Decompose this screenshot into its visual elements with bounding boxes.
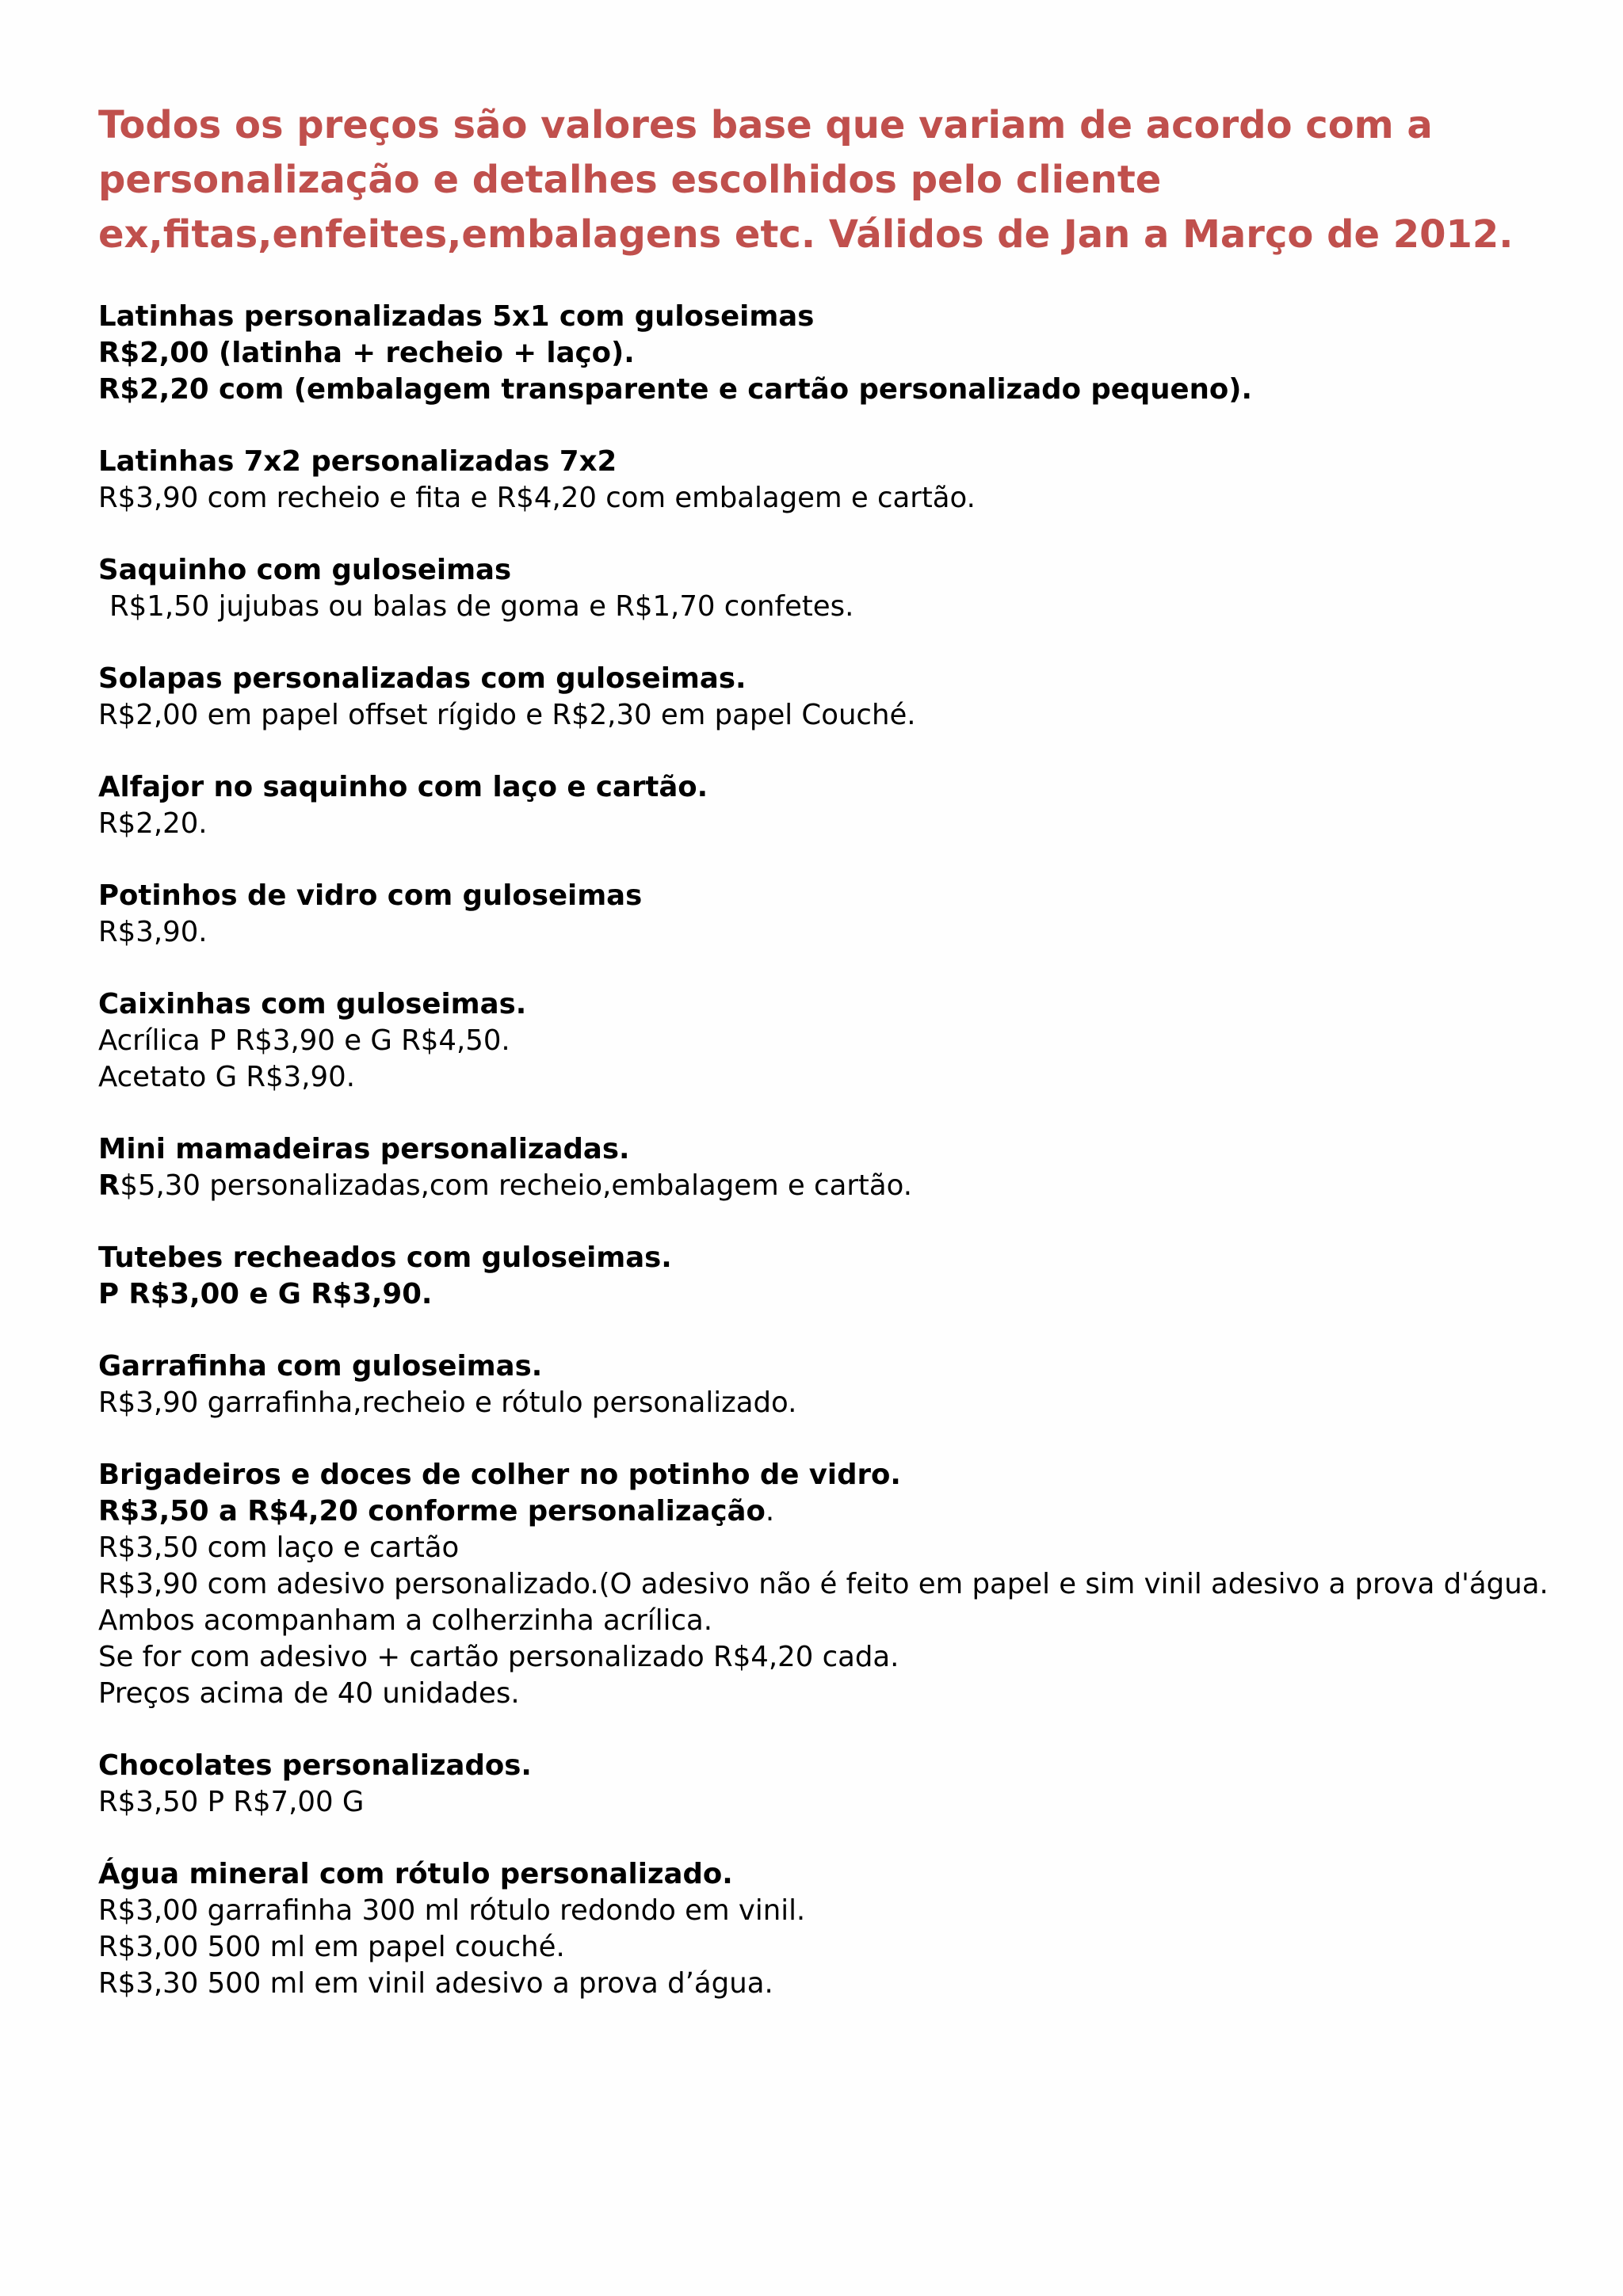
section-agua-mineral <box>98 1856 1556 2002</box>
header-line: ex,fitas,enfeites,embalagens etc. Válidos de Jan a Março de 2012. <box>98 212 1514 257</box>
price-line: Se for com adesivo + cartão personalizado R$4,20 cada. <box>98 1641 899 1673</box>
section-title: Caixinhas com guloseimas. <box>98 988 527 1020</box>
price-line: R$3,90 com adesivo personalizado.(O adesivo não é feito em papel e sim vinil adesivo a prova d'água. <box>98 1568 1549 1600</box>
section-title: Potinhos de vidro com guloseimas <box>98 879 643 912</box>
price-line-bold: R$3,50 a R$4,20 conforme personalização <box>98 1495 766 1527</box>
section-title: Latinhas personalizadas 5x1 com guloseimas <box>98 300 815 333</box>
note-line: Ambos acompanham a colherzinha acrílica. <box>98 1604 713 1637</box>
section-title: Mini mamadeiras personalizadas. <box>98 1133 630 1165</box>
section-garrafinha <box>98 1348 1556 1421</box>
price-line-normal: . <box>765 1495 775 1527</box>
price-line: R$2,00 (latinha + recheio + laço). <box>98 337 635 369</box>
section-title: Água mineral com rótulo personalizado. <box>98 1858 733 1890</box>
price-line: R$3,90 com recheio e fita e R$4,20 com embalagem e cartão. <box>98 482 976 514</box>
section-mini-mamadeiras <box>98 1131 1556 1204</box>
price-line: R$3,30 500 ml em vinil adesivo a prova d’água. <box>98 1967 773 2000</box>
price-list-document <box>98 98 1556 2038</box>
price-line <box>98 1493 1556 1530</box>
section-title: Saquinho com guloseimas <box>98 554 512 586</box>
section-title: Tutebes recheados com guloseimas. <box>98 1241 672 1274</box>
price-line: R$2,20. <box>98 807 208 840</box>
section-brigadeiros <box>98 1457 1556 1712</box>
section-title: Garrafinha com guloseimas. <box>98 1350 543 1383</box>
header-line: Todos os preços são valores base que variam de acordo com a <box>98 103 1433 147</box>
price-line: Acrílica P R$3,90 e G R$4,50. <box>98 1024 510 1057</box>
header-line: personalização e detalhes escolhidos pelo cliente <box>98 158 1162 202</box>
price-line: R$3,90 garrafinha,recheio e rótulo personalizado. <box>98 1386 797 1419</box>
section-latinhas-7x2 <box>98 444 1556 517</box>
price-line <box>98 1168 1556 1204</box>
section-title: Latinhas 7x2 personalizadas 7x2 <box>98 445 617 478</box>
price-line: R$2,00 em papel offset rígido e R$2,30 em papel Couché. <box>98 699 916 731</box>
section-title: Solapas personalizadas com guloseimas. <box>98 662 747 695</box>
price-line-normal: $5,30 personalizadas,com recheio,embalagem e cartão. <box>120 1169 912 1202</box>
header-notice <box>98 98 1556 262</box>
section-caixinhas <box>98 986 1556 1096</box>
price-line: R$1,50 jujubas ou balas de goma e R$1,70 confetes. <box>109 590 854 623</box>
section-chocolates <box>98 1748 1556 1821</box>
section-title: Chocolates personalizados. <box>98 1749 532 1782</box>
note-line: Preços acima de 40 unidades. <box>98 1677 520 1710</box>
section-potinhos <box>98 878 1556 951</box>
price-line-bold: R <box>98 1169 120 1202</box>
section-tutebes <box>98 1240 1556 1313</box>
section-title: Brigadeiros e doces de colher no potinho de vidro. <box>98 1459 901 1491</box>
section-latinhas-5x1 <box>98 299 1556 408</box>
price-line: R$3,50 P R$7,00 G <box>98 1786 365 1818</box>
price-line: P R$3,00 e G R$3,90. <box>98 1278 433 1310</box>
section-title: Alfajor no saquinho com laço e cartão. <box>98 771 708 803</box>
price-line: R$3,50 com laço e cartão <box>98 1531 460 1564</box>
price-line: Acetato G R$3,90. <box>98 1061 355 1093</box>
section-saquinho <box>98 552 1556 625</box>
section-alfajor <box>98 769 1556 842</box>
price-line: R$2,20 com (embalagem transparente e cartão personalizado pequeno). <box>98 373 1252 406</box>
price-line: R$3,90. <box>98 916 208 948</box>
section-solapas <box>98 661 1556 734</box>
price-line: R$3,00 garrafinha 300 ml rótulo redondo em vinil. <box>98 1894 806 1927</box>
price-line: R$3,00 500 ml em papel couché. <box>98 1931 565 1963</box>
